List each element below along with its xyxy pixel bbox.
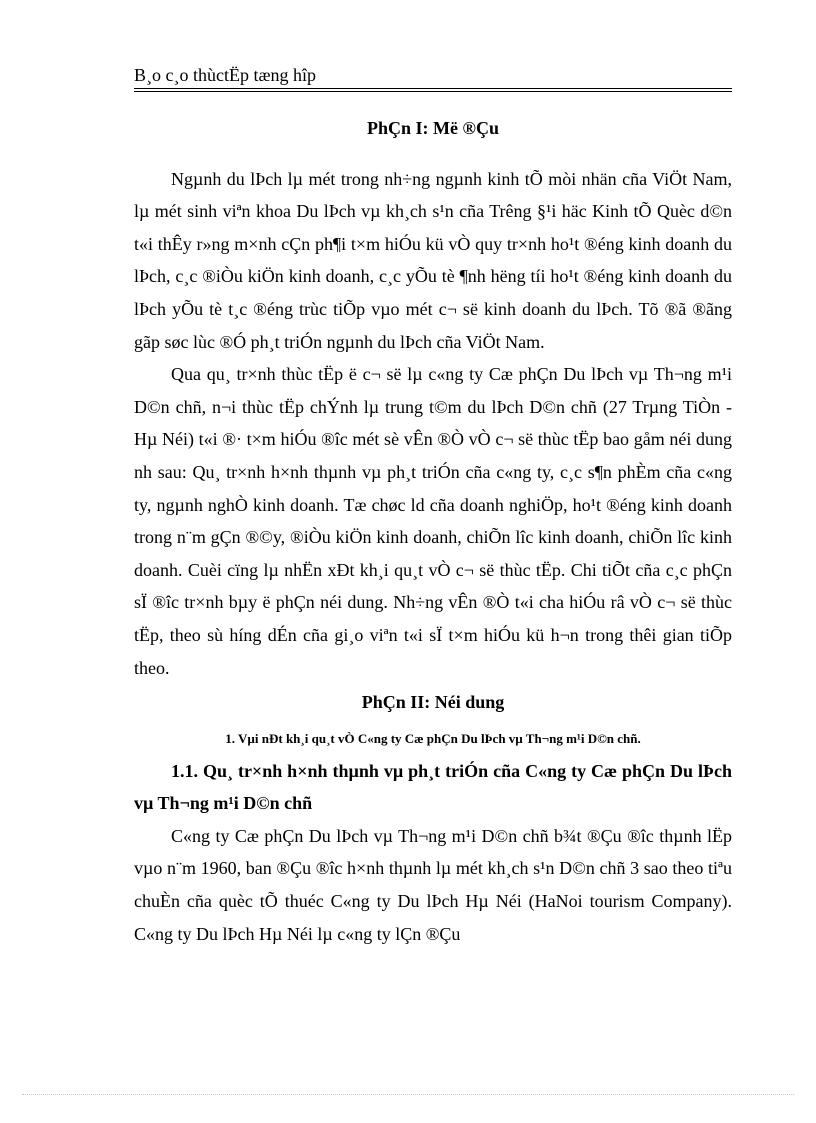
section-2-subheading-1-1: 1.1. Qu¸ tr×nh h×nh thµnh vµ ph¸t triÓn cña C«ng ty Cæ phÇn Du lÞch vµ Th¬ng m¹i D©n chñ	[134, 760, 732, 814]
page-body	[134, 112, 732, 950]
running-header: B¸o c¸o thùctËp tæng hîp	[134, 65, 316, 85]
page-bottom-divider	[22, 1094, 794, 1095]
section-1-heading: PhÇn I: Më ®Çu	[367, 118, 499, 138]
section-2-heading: PhÇn II: Néi dung	[361, 692, 505, 713]
section-2-paragraph-1: C«ng ty Cæ phÇn Du lÞch vµ Th¬ng m¹i D©n chñ b¾t ®Çu ®îc thµnh lËp vµo n¨m 1960, ban ®Çu ®îc h×nh thµnh lµ mét kh¸ch s¹n D©n chñ 3 sao theo tiªu chuÈn cña quèc tÕ thuéc C«ng ty Du lÞch Hµ Néi (HaNoi tourism Company). C«ng ty Du lÞch Hµ Néi lµ c«ng ty lÇn ®Çu	[134, 825, 732, 944]
header-double-rule	[134, 88, 732, 92]
section-1-paragraph-1: Ngµnh du lÞch lµ mét trong nh÷ng ngµnh kinh tÕ mòi nhän cña ViÖt Nam, lµ mét sinh viªn khoa Du lÞch vµ kh¸ch s¹n cña Trêng §¹i häc Kinh tÕ Quèc d©n t«i thÊy r»ng m×nh cÇn ph¶i t×m hiÓu kü vÒ quy tr×nh ho¹t ®éng kinh doanh du lÞch, c¸c ®iÒu kiÖn kinh doanh, c¸c yÕu tè ¶nh hëng tíi ho¹t ®éng kinh doanh du lÞch yÕu tè t¸c ®éng trùc tiÕp vµo mét c¬ së kinh doanh du lÞch. Tõ ®ã ®ãng gãp søc lùc ®Ó ph¸t triÓn ngµnh du lÞch cña ViÖt Nam.	[134, 168, 732, 352]
section-1-paragraph-2: Qua qu¸ tr×nh thùc tËp ë c¬ së lµ c«ng ty Cæ phÇn Du lÞch vµ Th¬ng m¹i D©n chñ, n¬i thùc tËp chÝnh lµ trung t©m du lÞch D©n chñ (27 Trµng TiÒn - Hµ Néi) t«i ®· t×m hiÓu ®îc mét sè vÊn ®Ò vÒ c¬ së thùc tËp bao gåm néi dung nh sau: Qu¸ tr×nh h×nh thµnh vµ ph¸t triÓn cña c«ng ty, c¸c s¶n phÈm cña c«ng ty, ngµnh nghÒ kinh doanh. Tæ chøc ld cña doanh nghiÖp, ho¹t ®éng kinh doanh trong n¨m gÇn ®©y, ®iÒu kiÖn kinh doanh, chiÕn lîc kinh doanh, chiÕn lîc kinh doanh. Cuèi cïng lµ nhËn xÐt kh¸i qu¸t vÒ c¬ së thùc tËp. Chi tiÕt cña c¸c phÇn sÏ ®îc tr×nh bµy ë phÇn néi dung. Nh÷ng vÊn ®Ò t«i cha hiÓu râ vÒ c¬ së thùc tËp, theo sù híng dÉn cña gi¸o viªn t«i sÏ t×m hiÓu kü h¬n trong thêi gian tiÕp theo.	[134, 364, 732, 678]
section-2-subheading-1: 1. Vµi nÐt kh¸i qu¸t vÒ C«ng ty Cæ phÇn Du lÞch vµ Th¬ng m¹i D©n chñ.	[225, 730, 641, 746]
